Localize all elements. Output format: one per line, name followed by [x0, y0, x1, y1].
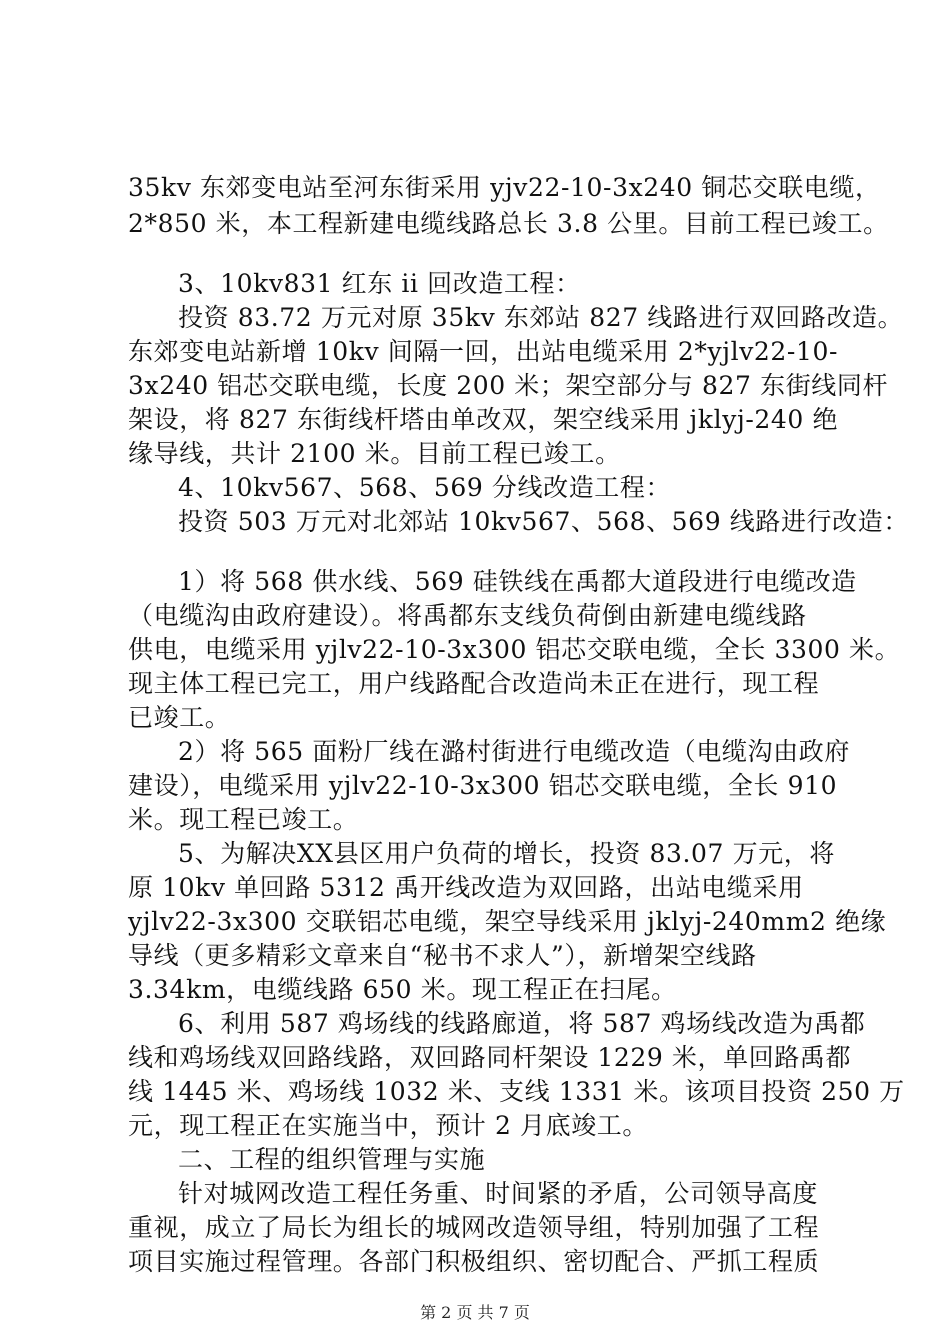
text-line: 投资 503 万元对北郊站 10kv567、568、569 线路进行改造：: [178, 507, 909, 536]
text-line: 4、10kv567、568、569 分线改造工程：: [178, 473, 672, 502]
text-line: 投资 83.72 万元对原 35kv 东郊站 827 线路进行双回路改造。: [178, 303, 904, 332]
text-line: 东郊变电站新增 10kv 间隔一回，出站电缆采用 2*yjlv22-10-: [128, 337, 839, 366]
text-line: 5、为解决XX县区用户负荷的增长，投资 83.07 万元，将: [178, 839, 835, 868]
text-line: 现主体工程已完工，用户线路配合改造尚未正在进行，现工程: [128, 669, 820, 698]
text-line: 已竣工。: [128, 703, 231, 732]
page-footer: 第 2 页 共 7 页: [420, 1303, 530, 1322]
text-line: 3、10kv831 红东 ii 回改造工程：: [178, 269, 581, 298]
text-line: 原 10kv 单回路 5312 禹开线改造为双回路，出站电缆采用: [128, 873, 804, 902]
text-line: 元，现工程正在实施当中，预计 2 月底竣工。: [128, 1111, 649, 1140]
text-line: 2）将 565 面粉厂线在潞村街进行电缆改造（电缆沟由政府: [178, 737, 850, 766]
text-line: 线和鸡场线双回路线路，双回路同杆架设 1229 米，单回路禹都: [128, 1043, 852, 1072]
text-line: 架设，将 827 东街线杆塔由单改双，架空线采用 jklyj-240 绝: [128, 405, 839, 434]
text-line: 针对城网改造工程任务重、时间紧的矛盾，公司领导高度: [178, 1179, 819, 1208]
text-line: 6、利用 587 鸡场线的线路廊道，将 587 鸡场线改造为禹都: [178, 1009, 866, 1038]
text-line: 建设），电缆采用 yjlv22-10-3x300 铝芯交联电缆，全长 910: [128, 771, 838, 800]
text-line: 35kv 东郊变电站至河东街采用 yjv22-10-3x240 铜芯交联电缆，: [128, 173, 881, 202]
text-line: yjlv22-3x300 交联铝芯电缆，架空导线采用 jklyj-240mm2 绝缘: [128, 907, 887, 936]
text-line: 线 1445 米、鸡场线 1032 米、支线 1331 米。该项目投资 250 万: [128, 1077, 905, 1106]
text-line: 导线（更多精彩文章来自“秘书不求人”），新增架空线路: [128, 941, 757, 970]
text-line: 项目实施过程管理。各部门积极组织、密切配合、严抓工程质: [128, 1247, 820, 1276]
text-line: 重视，成立了局长为组长的城网改造领导组，特别加强了工程: [128, 1213, 820, 1242]
text-line: 供电，电缆采用 yjlv22-10-3x300 铝芯交联电缆，全长 3300 米。: [128, 635, 901, 664]
section-heading: 二、工程的组织管理与实施: [178, 1145, 486, 1174]
text-line: 米。现工程已竣工。: [128, 805, 359, 834]
text-line: 3x240 铝芯交联电缆，长度 200 米；架空部分与 827 东街线同杆: [128, 371, 889, 400]
text-line: 缘导线，共计 2100 米。目前工程已竣工。: [128, 439, 621, 468]
text-line: 2*850 米，本工程新建电缆线路总长 3.8 公里。目前工程已竣工。: [128, 209, 889, 238]
text-line: 3.34km，电缆线路 650 米。现工程正在扫尾。: [128, 975, 677, 1004]
text-line: （电缆沟由政府建设）。将禹都东支线负荷倒由新建电缆线路: [128, 601, 807, 630]
text-line: 1）将 568 供水线、569 硅铁线在禹都大道段进行电缆改造: [178, 567, 857, 596]
